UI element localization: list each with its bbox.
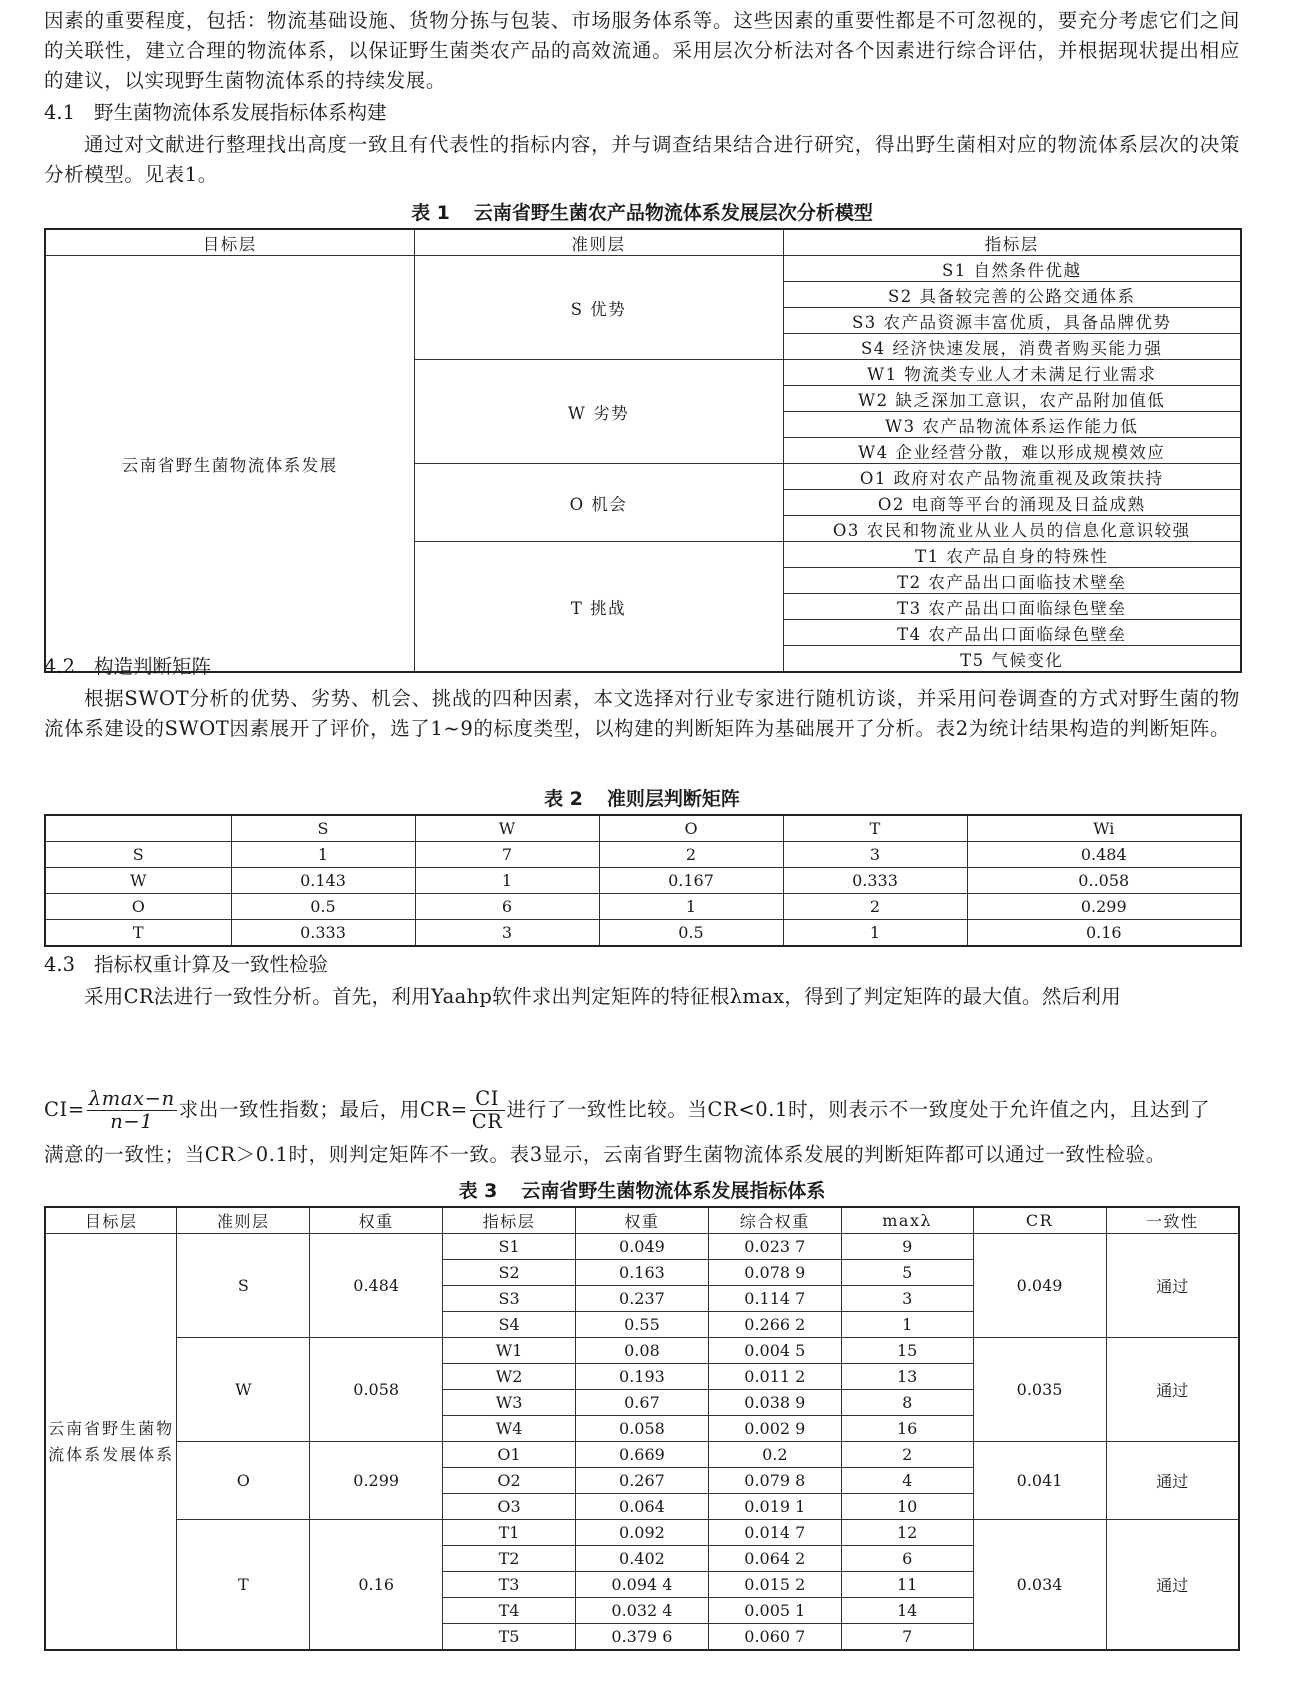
- max-lambda-cell: 2: [841, 1442, 973, 1468]
- section-number: 4.3: [44, 953, 76, 976]
- criterion-cell: T 挑战: [414, 542, 783, 673]
- weight-cell: 0.669: [576, 1442, 709, 1468]
- composite-weight-cell: 0.019 1: [708, 1494, 841, 1520]
- criterion-weight-cell: 0.058: [310, 1338, 443, 1442]
- weight-cell: 0.267: [576, 1468, 709, 1494]
- indicator-cell: T3 农产品出口面临绿色壁垒: [783, 594, 1241, 620]
- composite-weight-cell: 0.266 2: [708, 1312, 841, 1338]
- weight-cell: 0.379 6: [576, 1624, 709, 1651]
- table2-caption: [44, 786, 1240, 812]
- table-header-row: [45, 815, 1241, 842]
- indicator-cell: T5 气候变化: [783, 646, 1241, 673]
- matrix-value-cell: 0.484: [967, 842, 1241, 868]
- criterion-cell: T: [177, 1520, 310, 1651]
- indicator-cell: T4: [443, 1598, 576, 1624]
- composite-weight-cell: 0.2: [708, 1442, 841, 1468]
- matrix-value-cell: 0.5: [231, 894, 415, 920]
- consistency-cell: 通过: [1106, 1520, 1239, 1651]
- indicator-cell: S3 农产品资源丰富优质，具备品牌优势: [783, 308, 1241, 334]
- ci-fraction: [87, 1088, 177, 1133]
- indicator-cell: W4: [443, 1416, 576, 1442]
- table-row: [45, 920, 1241, 947]
- criterion-weight-cell: 0.299: [310, 1442, 443, 1520]
- section-4-3-paragraph-1: 采用CR法进行一致性分析。首先，利用Yaahp软件求出判定矩阵的特征根λmax，得到了判定矩阵的最大值。然后利用: [84, 985, 1122, 1008]
- section-title: 构造判断矩阵: [94, 655, 212, 678]
- indicator-cell: T5: [443, 1624, 576, 1651]
- column-header: maxλ: [841, 1207, 973, 1234]
- cr-cell: 0.041: [973, 1442, 1106, 1520]
- indicator-cell: O2 电商等平台的涌现及日益成熟: [783, 490, 1241, 516]
- cr-numerator: CI: [470, 1088, 505, 1111]
- section-4-3-paragraph-2: 满意的一致性；当CR＞0.1时，则判定矩阵不一致。表3显示，云南省野生菌物流体系发展的判断矩阵都可以通过一致性检验。: [44, 1143, 1166, 1166]
- max-lambda-cell: 8: [841, 1390, 973, 1416]
- weight-cell: 0.049: [576, 1234, 709, 1260]
- weight-cell: 0.163: [576, 1260, 709, 1286]
- indicator-cell: T1 农产品自身的特殊性: [783, 542, 1241, 568]
- table-title: 云南省野生菌农产品物流体系发展层次分析模型: [473, 202, 873, 224]
- cr-cell: 0.034: [973, 1520, 1106, 1651]
- matrix-value-cell: 0.333: [783, 868, 967, 894]
- column-header: 准则层: [177, 1207, 310, 1234]
- cr-denominator: CR: [471, 1110, 503, 1133]
- composite-weight-cell: 0.078 9: [708, 1260, 841, 1286]
- table1-caption: [44, 200, 1240, 226]
- weight-cell: 0.193: [576, 1364, 709, 1390]
- weight-cell: 0.08: [576, 1338, 709, 1364]
- column-header: 准则层: [414, 229, 783, 256]
- formula-tail-text: 进行了一致性比较。当CR<0.1时，则表示不一致度处于允许值之内，且达到了: [506, 1098, 1211, 1121]
- consistency-cell: 通过: [1106, 1442, 1239, 1520]
- indicator-cell: W4 企业经营分散，难以形成规模效应: [783, 438, 1241, 464]
- column-header: 权重: [310, 1207, 443, 1234]
- composite-weight-cell: 0.114 7: [708, 1286, 841, 1312]
- indicator-cell: T1: [443, 1520, 576, 1546]
- consistency-cell: 通过: [1106, 1234, 1239, 1338]
- table3: [44, 1206, 1240, 1651]
- weight-cell: 0.237: [576, 1286, 709, 1312]
- indicator-cell: T2: [443, 1546, 576, 1572]
- matrix-value-cell: 0.16: [967, 920, 1241, 947]
- indicator-cell: S2 具备较完善的公路交通体系: [783, 282, 1241, 308]
- ci-denominator: n−1: [110, 1110, 154, 1133]
- matrix-value-cell: 1: [599, 894, 783, 920]
- indicator-cell: S1: [443, 1234, 576, 1260]
- table-header-row: [45, 229, 1241, 256]
- table2: [44, 814, 1242, 947]
- section-title: 指标权重计算及一致性检验: [94, 953, 329, 976]
- composite-weight-cell: 0.038 9: [708, 1390, 841, 1416]
- criterion-weight-cell: 0.16: [310, 1520, 443, 1651]
- matrix-value-cell: 0.333: [231, 920, 415, 947]
- section-4-2-paragraph: 根据SWOT分析的优势、劣势、机会、挑战的四种因素，本文选择对行业专家进行随机访谈，并采用问卷调查的方式对野生菌的物流体系建设的SWOT因素展开了评价，选了1~9的标度类型，以构建的判断矩阵为基础展开了分析。表2为统计结果构造的判断矩阵。: [44, 687, 1240, 740]
- section-4-1-paragraph: 通过对文献进行整理找出高度一致且有代表性的指标内容，并与调查结果结合进行研究，得出野生菌相对应的物流体系层次的决策分析模型。见表1。: [44, 133, 1240, 186]
- max-lambda-cell: 12: [841, 1520, 973, 1546]
- table-row: [45, 1338, 1239, 1364]
- matrix-value-cell: 0.167: [599, 868, 783, 894]
- cr-cell: 0.049: [973, 1234, 1106, 1338]
- indicator-cell: O2: [443, 1468, 576, 1494]
- matrix-value-cell: 1: [231, 842, 415, 868]
- section-4-1-heading: [44, 98, 387, 128]
- indicator-cell: T2 农产品出口面临技术壁垒: [783, 568, 1241, 594]
- table-label: 表 2: [544, 788, 583, 810]
- matrix-value-cell: 2: [783, 894, 967, 920]
- table-row: [45, 1442, 1239, 1468]
- section-number: 4.2: [44, 655, 76, 678]
- table-label: 表 1: [411, 202, 450, 224]
- composite-weight-cell: 0.014 7: [708, 1520, 841, 1546]
- criterion-cell: O: [177, 1442, 310, 1520]
- consistency-cell: 通过: [1106, 1338, 1239, 1442]
- max-lambda-cell: 5: [841, 1260, 973, 1286]
- indicator-cell: W2: [443, 1364, 576, 1390]
- column-header: W: [415, 815, 599, 842]
- composite-weight-cell: 0.060 7: [708, 1624, 841, 1651]
- indicator-cell: T3: [443, 1572, 576, 1598]
- table-row: [45, 1234, 1239, 1260]
- matrix-value-cell: 0.143: [231, 868, 415, 894]
- column-header: 目标层: [45, 1207, 177, 1234]
- column-header: [45, 815, 231, 842]
- cr-fraction: [470, 1088, 505, 1133]
- criterion-weight-cell: 0.484: [310, 1234, 443, 1338]
- composite-weight-cell: 0.023 7: [708, 1234, 841, 1260]
- weight-cell: 0.094 4: [576, 1572, 709, 1598]
- column-header: 指标层: [443, 1207, 576, 1234]
- max-lambda-cell: 9: [841, 1234, 973, 1260]
- composite-weight-cell: 0.079 8: [708, 1468, 841, 1494]
- row-label-cell: T: [45, 920, 231, 947]
- column-header: 指标层: [783, 229, 1241, 256]
- criterion-cell: O 机会: [414, 464, 783, 542]
- indicator-cell: W3 农产品物流体系运作能力低: [783, 412, 1241, 438]
- max-lambda-cell: 7: [841, 1624, 973, 1651]
- indicator-cell: W1 物流类专业人才未满足行业需求: [783, 360, 1241, 386]
- indicator-cell: S4: [443, 1312, 576, 1338]
- composite-weight-cell: 0.002 9: [708, 1416, 841, 1442]
- matrix-value-cell: 3: [415, 920, 599, 947]
- criterion-cell: W 劣势: [414, 360, 783, 464]
- composite-weight-cell: 0.011 2: [708, 1364, 841, 1390]
- cr-cell: 0.035: [973, 1338, 1106, 1442]
- weight-cell: 0.064: [576, 1494, 709, 1520]
- composite-weight-cell: 0.015 2: [708, 1572, 841, 1598]
- indicator-cell: S1 自然条件优越: [783, 256, 1241, 282]
- row-label-cell: S: [45, 842, 231, 868]
- table-label: 表 3: [458, 1180, 498, 1202]
- indicator-cell: O3 农民和物流业从业人员的信息化意识较强: [783, 516, 1241, 542]
- table-row: [45, 256, 1241, 282]
- indicator-cell: O1: [443, 1442, 576, 1468]
- table-row: [45, 842, 1241, 868]
- column-header: CR: [973, 1207, 1106, 1234]
- matrix-value-cell: 1: [783, 920, 967, 947]
- column-header: 目标层: [45, 229, 414, 256]
- indicator-cell: S2: [443, 1260, 576, 1286]
- criterion-cell: S 优势: [414, 256, 783, 360]
- composite-weight-cell: 0.005 1: [708, 1598, 841, 1624]
- section-4-2-heading: [44, 652, 211, 682]
- weight-cell: 0.55: [576, 1312, 709, 1338]
- table-title: 准则层判断矩阵: [606, 788, 740, 810]
- column-header: S: [231, 815, 415, 842]
- column-header: T: [783, 815, 967, 842]
- column-header: Wi: [967, 815, 1241, 842]
- row-label-cell: W: [45, 868, 231, 894]
- indicator-cell: S4 经济快速发展，消费者购买能力强: [783, 334, 1241, 360]
- column-header: 权重: [576, 1207, 709, 1234]
- section-4-3-heading: [44, 950, 328, 980]
- max-lambda-cell: 6: [841, 1546, 973, 1572]
- indicator-cell: O3: [443, 1494, 576, 1520]
- matrix-value-cell: 7: [415, 842, 599, 868]
- matrix-value-cell: 3: [783, 842, 967, 868]
- weight-cell: 0.058: [576, 1416, 709, 1442]
- max-lambda-cell: 16: [841, 1416, 973, 1442]
- max-lambda-cell: 13: [841, 1364, 973, 1390]
- max-lambda-cell: 3: [841, 1286, 973, 1312]
- indicator-cell: W3: [443, 1390, 576, 1416]
- indicator-cell: T4 农产品出口面临绿色壁垒: [783, 620, 1241, 646]
- weight-cell: 0.67: [576, 1390, 709, 1416]
- section-number: 4.1: [44, 101, 76, 124]
- goal-layer-cell: 云南省野生菌物流体系发展体系: [45, 1234, 177, 1651]
- max-lambda-cell: 4: [841, 1468, 973, 1494]
- indicator-cell: W1: [443, 1338, 576, 1364]
- indicator-cell: O1 政府对农产品物流重视及政策扶持: [783, 464, 1241, 490]
- matrix-value-cell: 6: [415, 894, 599, 920]
- matrix-value-cell: 1: [415, 868, 599, 894]
- indicator-cell: W2 缺乏深加工意识，农产品附加值低: [783, 386, 1241, 412]
- matrix-value-cell: 0..058: [967, 868, 1241, 894]
- composite-weight-cell: 0.064 2: [708, 1546, 841, 1572]
- criterion-cell: S: [177, 1234, 310, 1338]
- table3-caption: [44, 1178, 1240, 1204]
- table1: [44, 228, 1242, 673]
- ci-numerator: λmax−n: [88, 1087, 175, 1110]
- column-header: 一致性: [1106, 1207, 1239, 1234]
- criterion-cell: W: [177, 1338, 310, 1442]
- row-label-cell: O: [45, 894, 231, 920]
- matrix-value-cell: 2: [599, 842, 783, 868]
- column-header: 综合权重: [708, 1207, 841, 1234]
- matrix-value-cell: 0.5: [599, 920, 783, 947]
- weight-cell: 0.092: [576, 1520, 709, 1546]
- max-lambda-cell: 15: [841, 1338, 973, 1364]
- max-lambda-cell: 10: [841, 1494, 973, 1520]
- table-row: [45, 868, 1241, 894]
- weight-cell: 0.402: [576, 1546, 709, 1572]
- intro-paragraph: 因素的重要程度，包括：物流基础设施、货物分拣与包装、市场服务体系等。这些因素的重要性都是不可忽视的，要充分考虑它们之间的关联性，建立合理的物流体系，以保证野生菌类农产品的高效流通。采用层次分析法对各个因素进行综合评估，并根据现状提出相应的建议，以实现野生菌物流体系的持续发展。: [44, 9, 1240, 92]
- table-row: [45, 894, 1241, 920]
- max-lambda-cell: 1: [841, 1312, 973, 1338]
- table-row: [45, 1520, 1239, 1546]
- indicator-cell: S3: [443, 1286, 576, 1312]
- weight-cell: 0.032 4: [576, 1598, 709, 1624]
- formula-mid-text: 求出一致性指数；最后，用CR=: [178, 1098, 468, 1121]
- goal-layer-cell: 云南省野生菌物流体系发展: [45, 256, 414, 673]
- column-header: O: [599, 815, 783, 842]
- matrix-value-cell: 0.299: [967, 894, 1241, 920]
- consistency-formula-line: [44, 1088, 1240, 1140]
- max-lambda-cell: 14: [841, 1598, 973, 1624]
- ci-prefix: CI=: [44, 1098, 85, 1121]
- composite-weight-cell: 0.004 5: [708, 1338, 841, 1364]
- table-title: 云南省野生菌物流体系发展指标体系: [521, 1180, 826, 1202]
- max-lambda-cell: 11: [841, 1572, 973, 1598]
- table-header-row: [45, 1207, 1239, 1234]
- section-title: 野生菌物流体系发展指标体系构建: [94, 101, 387, 124]
